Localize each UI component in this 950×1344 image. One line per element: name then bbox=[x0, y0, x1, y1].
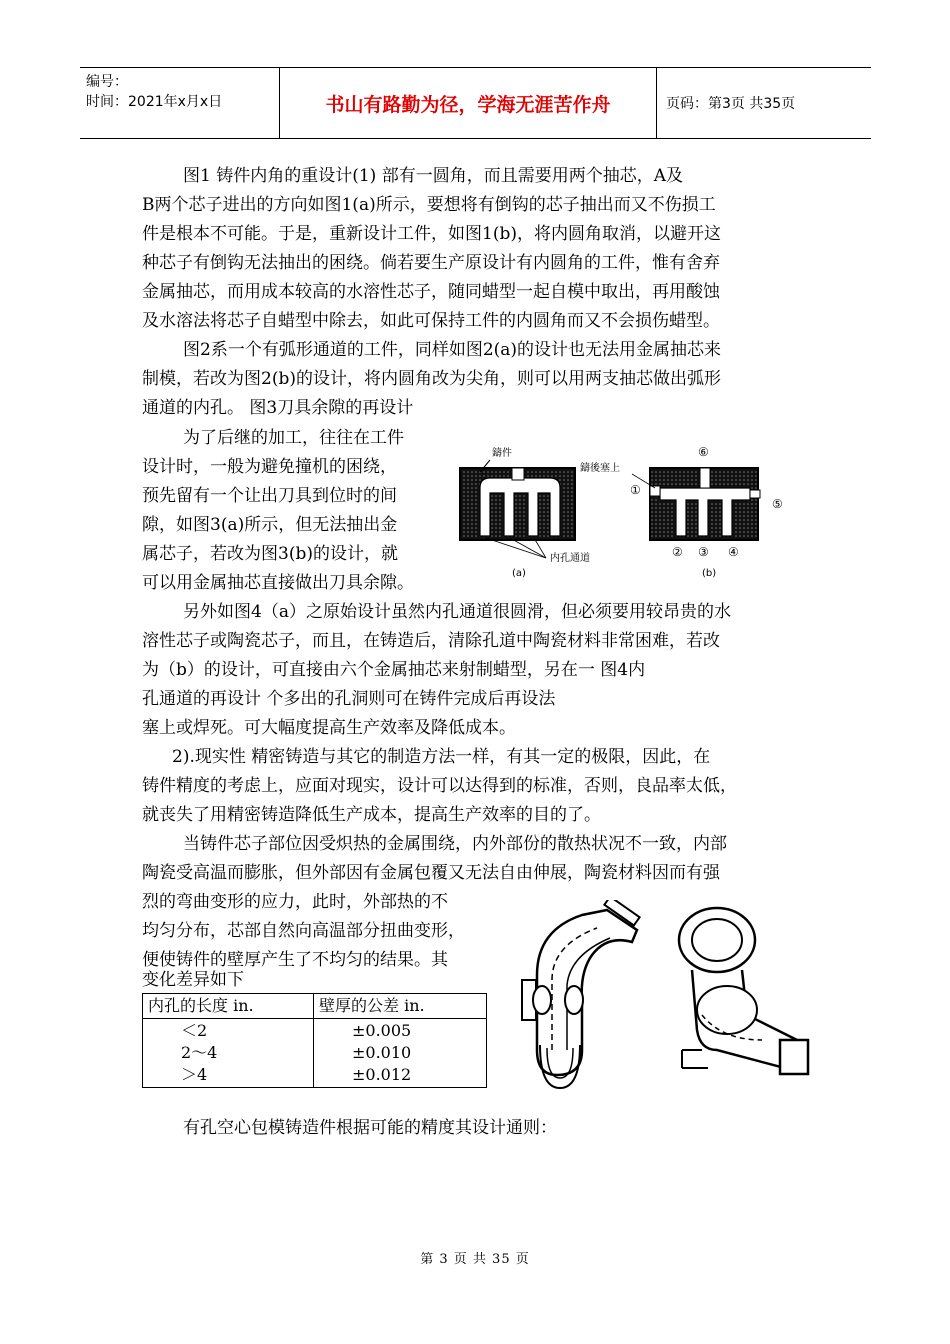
text-line: 均匀分布，芯部自然向高温部分扭曲变形， bbox=[142, 921, 465, 941]
header-page-info: 页码：第3页 共35页 bbox=[666, 96, 796, 112]
text-line: 有孔空心包模铸造件根据可能的精度其设计通则： bbox=[183, 1118, 557, 1138]
header-meta bbox=[80, 68, 280, 138]
figure3-cutter-clearance bbox=[450, 438, 810, 578]
label-b: (b) bbox=[702, 568, 717, 578]
text-line: B两个芯子进出的方向如图1(a)所示，要想将有倒钩的芯子抽出而又不伤损工 bbox=[142, 195, 716, 215]
text-line: 件是根本不可能。于是，重新设计工件，如图1(b)，将内圆角取消，以避开这 bbox=[142, 224, 721, 244]
text-line: 设计时，一般为避免撞机的困绕， bbox=[142, 457, 397, 477]
text-line: 隙，如图3(a)所示，但无法抽出金 bbox=[142, 515, 398, 535]
page-header bbox=[80, 67, 871, 139]
text-line: 属芯子，若改为图3(b)的设计，就 bbox=[142, 544, 398, 564]
doc-number-label: 编号： bbox=[86, 74, 128, 90]
figure-bent-pipe-left bbox=[512, 900, 672, 1095]
text-line: 通道的内孔。 图3刀具余隙的再设计 bbox=[142, 398, 414, 418]
text-line: 塞上或焊死。可大幅度提高生产效率及降低成本。 bbox=[142, 718, 516, 738]
length-cell: 2～4 bbox=[181, 1043, 218, 1062]
text-line: 铸件精度的考虑上，应面对现实，设计可以达得到的标准，否则，良品率太低， bbox=[142, 776, 737, 796]
text-line: 金属抽芯，而用成本较高的水溶性芯子，随同蜡型一起自模中取出，再用酸蚀 bbox=[142, 282, 720, 302]
table-header-row bbox=[143, 994, 487, 1019]
text-line: 预先留有一个让出刀具到位时的间 bbox=[142, 486, 397, 506]
circled-2: ② bbox=[672, 545, 683, 559]
header-hole-length: 内孔的长度 in. bbox=[143, 994, 314, 1019]
text-line: 当铸件芯子部位因受炽热的金属围绕，内外部份的散热状况不一致，内部 bbox=[183, 834, 727, 854]
label-plug: 鑄後塞上 bbox=[580, 463, 620, 474]
text-line: 及水溶法将芯子自蜡型中除去，如此可保持工件的内圆角而又不会损伤蜡型。 bbox=[142, 311, 720, 331]
header-motto: 书山有路勤为径，学海无涯苦作舟 bbox=[280, 68, 657, 138]
circled-4: ④ bbox=[728, 545, 739, 559]
circled-3: ③ bbox=[698, 545, 709, 559]
text-line: 孔通道的再设计 个多出的孔洞则可在铸件完成后再设法 bbox=[142, 689, 556, 709]
table-row bbox=[143, 1019, 487, 1088]
tolerance-cell: ±0.010 bbox=[352, 1043, 412, 1062]
text-line: 制模，若改为图2(b)的设计，将内圆角改为尖角，则可以用两支抽芯做出弧形 bbox=[142, 369, 721, 389]
text-line: 图2系一个有弧形通道的工件，同样如图2(a)的设计也无法用金属抽芯来 bbox=[183, 340, 722, 360]
text-line: 溶性芯子或陶瓷芯子，而且，在铸造后，清除孔道中陶瓷材料非常困难，若改 bbox=[142, 631, 720, 651]
circled-5: ⑤ bbox=[772, 497, 783, 511]
length-cell: ＜2 bbox=[181, 1021, 208, 1040]
circled-6: ⑥ bbox=[698, 445, 709, 459]
length-cell: ＞4 bbox=[181, 1065, 208, 1084]
text-line: 便使铸件的壁厚产生了不均匀的结果。其 bbox=[142, 950, 448, 970]
figure3a bbox=[460, 446, 590, 578]
header-wall-tolerance: 壁厚的公差 in. bbox=[314, 994, 487, 1019]
text-line: 可以用金属抽芯直接做出刀具余隙。 bbox=[142, 573, 414, 593]
page-footer: 第 3 页 共 35 页 bbox=[420, 1252, 530, 1267]
tolerance-table bbox=[142, 993, 487, 1088]
tolerance-cell: ±0.012 bbox=[352, 1065, 412, 1084]
text-line: 烈的弯曲变形的应力，此时，外部热的不 bbox=[142, 892, 448, 912]
text-line: 图1 铸件内角的重设计(1) 部有一圆角，而且需要用两个抽芯，A及 bbox=[183, 166, 683, 186]
figure3b bbox=[580, 445, 783, 578]
figure-bent-pipe-right bbox=[672, 900, 832, 1095]
label-a: (a) bbox=[512, 568, 526, 578]
text-line: 种芯子有倒钩无法抽出的困绕。倘若要生产原设计有内圆角的工件，惟有舍弃 bbox=[142, 253, 720, 273]
text-line: 为了后继的加工，往往在工件 bbox=[183, 428, 404, 448]
text-line: 2).现实性 精密铸造与其它的制造方法一样，有其一定的极限，因此，在 bbox=[172, 747, 711, 767]
text-line: 另外如图4（a）之原始设计虽然内孔通道很圆滑，但必须要用较昂贵的水 bbox=[183, 602, 731, 622]
text-line: 为（b）的设计，可直接由六个金属抽芯来射制蜡型，另在一 图4内 bbox=[142, 660, 646, 680]
doc-time-label: 时间：2021年x月x日 bbox=[86, 94, 223, 110]
text-line: 就丧失了用精密铸造降低生产成本，提高生产效率的目的了。 bbox=[142, 805, 601, 825]
tolerance-cell: ±0.005 bbox=[352, 1021, 412, 1040]
text-line: 变化差异如下 bbox=[142, 970, 244, 990]
circled-1: ① bbox=[630, 483, 641, 497]
label-inner-channel: 内孔通道 bbox=[550, 553, 590, 564]
text-line: 陶瓷受高温而膨胀，但外部因有金属包覆又无法自由伸展，陶瓷材料因而有强 bbox=[142, 863, 720, 883]
label-casting: 鑄件 bbox=[492, 448, 512, 459]
